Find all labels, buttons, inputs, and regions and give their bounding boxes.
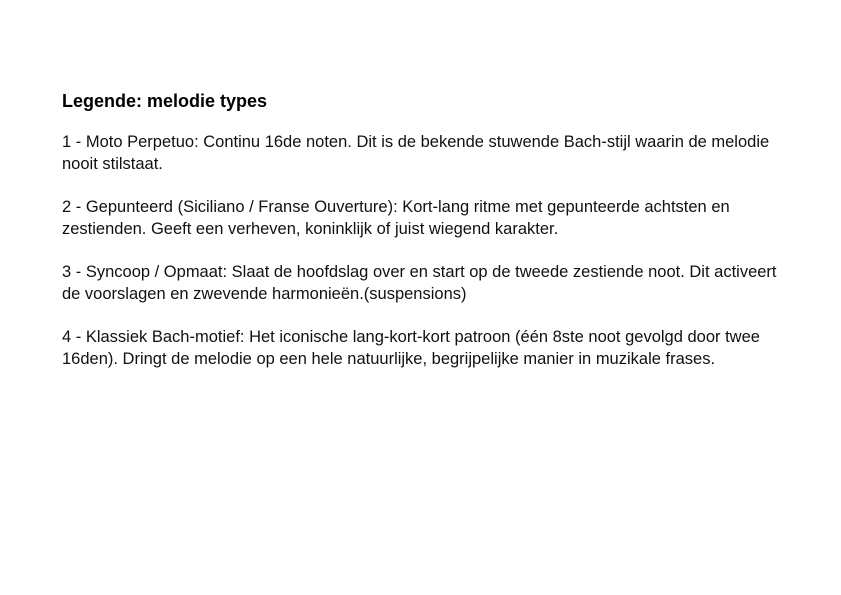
legend-list (62, 131, 792, 370)
legend-item-klassiek-bach-motief: 4 - Klassiek Bach-motief: Het iconische lang-kort-kort patroon (één 8ste noot gevolgd door twee 16den). Dringt de melodie op een hele natuurlijke, begrijpelijke manier in muzikale frases. (62, 328, 760, 368)
legend-title: Legende: melodie types (62, 91, 268, 111)
legend-item-moto-perpetuo: 1 - Moto Perpetuo: Continu 16de noten. Dit is de bekende stuwende Bach-stijl waarin de melodie nooit stilstaat. (62, 133, 770, 173)
legend-content (62, 90, 792, 391)
legend-item-syncoop-opmaat: 3 - Syncoop / Opmaat: Slaat de hoofdslag over en start op de tweede zestiende noot. Dit activeert de voorslagen en zwevende harmonieën.(suspensions) (62, 263, 777, 303)
legend-item-gepunteerd: 2 - Gepunteerd (Siciliano / Franse Ouverture): Kort-lang ritme met gepunteerde achtsten en zestienden. Geeft een verheven, koninklijk of juist wiegend karakter. (62, 198, 730, 238)
